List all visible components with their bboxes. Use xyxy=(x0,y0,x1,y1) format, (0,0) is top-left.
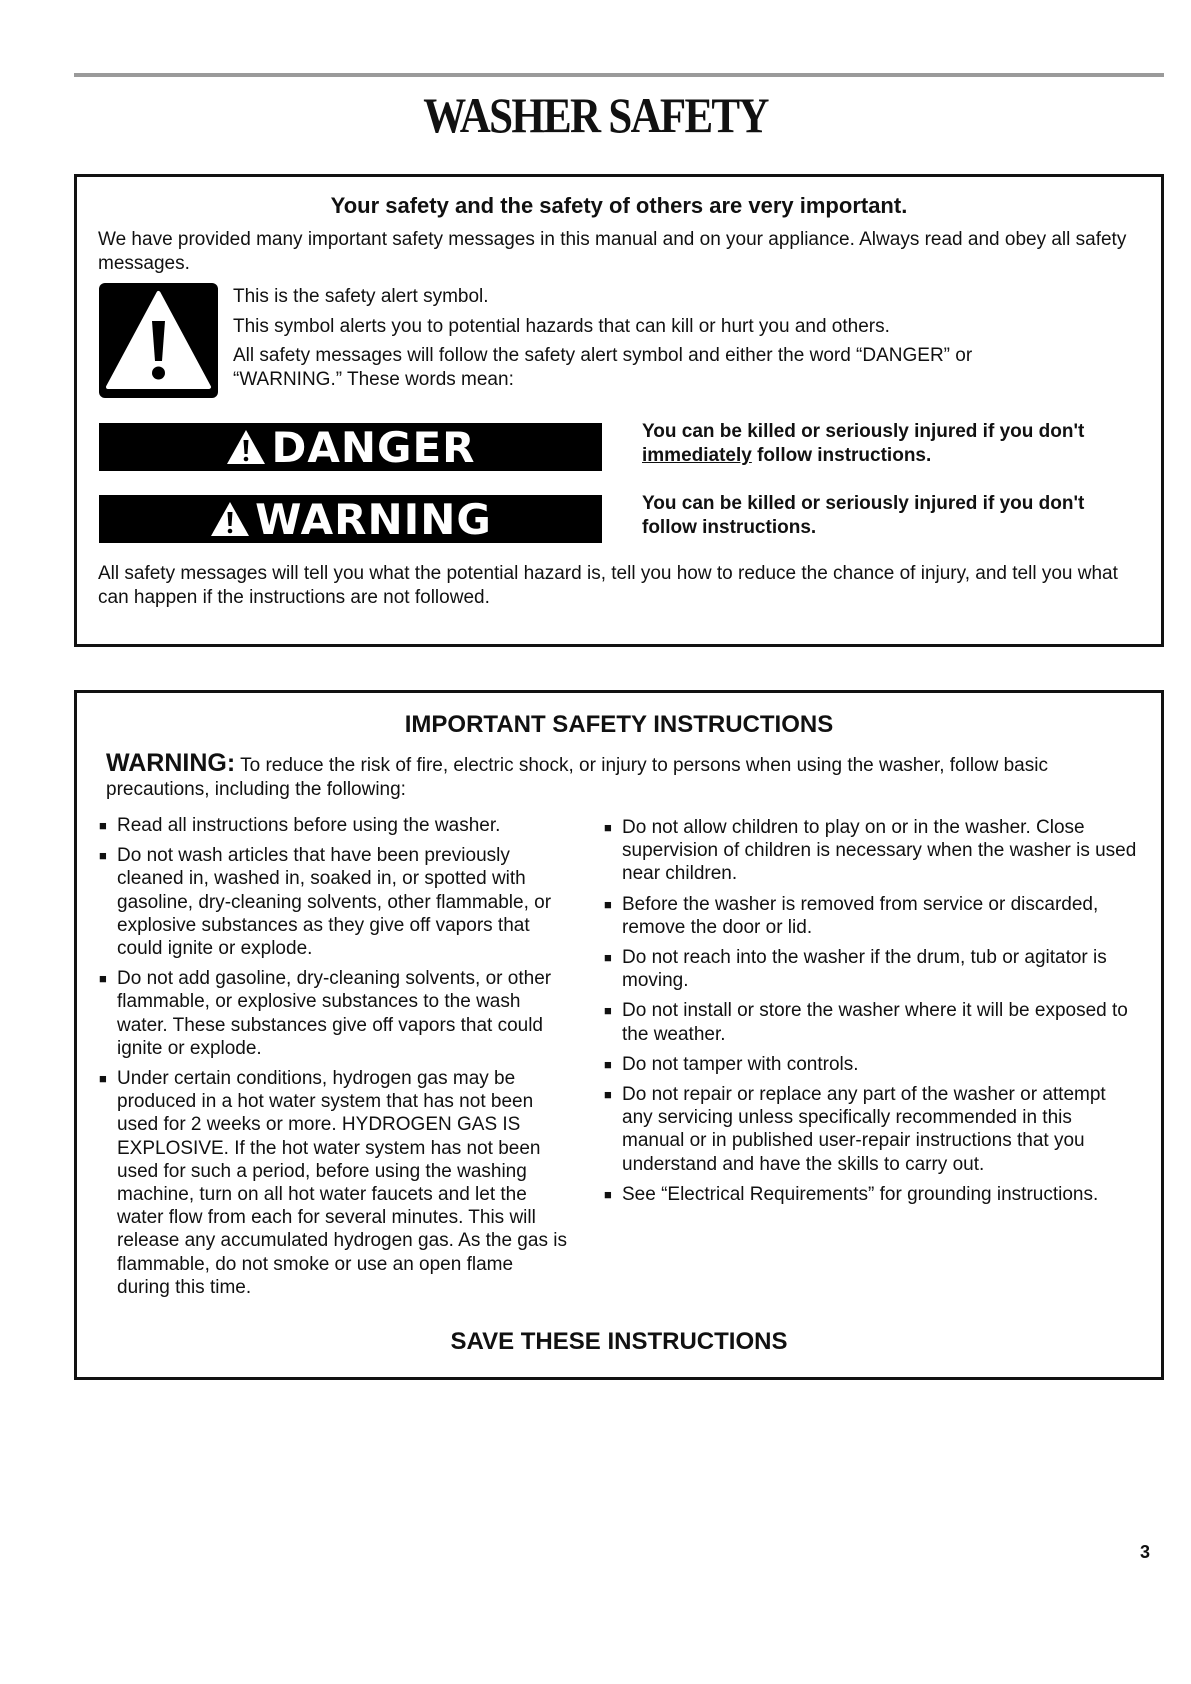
danger-text-before: You can be killed or seriously injured if you don't xyxy=(642,421,1085,442)
list-item: ■ Before the washer is removed from service or discarded, remove the door or lid. xyxy=(604,893,1139,939)
warning-description: You can be killed or seriously injured if you don't follow instructions. xyxy=(642,493,1085,538)
list-item: ■ Do not install or store the washer where it will be exposed to the weather. xyxy=(604,999,1139,1045)
list-item: ■ See “Electrical Requirements” for grounding instructions. xyxy=(604,1183,1139,1206)
danger-label: DANGER xyxy=(271,422,476,472)
left-instructions-list xyxy=(99,814,569,1299)
list-item: ■ Do not allow children to play on or in the washer. Close supervision of children is necessary when the washer is used near children. xyxy=(604,816,1139,886)
instructions-warning xyxy=(106,751,1146,802)
save-instructions: SAVE THESE INSTRUCTIONS xyxy=(450,1328,788,1355)
list-item: ■ Read all instructions before using the washer. xyxy=(99,814,569,837)
right-instructions-list xyxy=(604,816,1139,1206)
alert-line-3: All safety messages will follow the safety alert symbol and either the word “DANGER” or “WARNING.” These words mean: xyxy=(233,345,973,390)
top-rule xyxy=(74,73,1164,77)
danger-description xyxy=(642,420,1142,468)
warning-alert-icon xyxy=(209,500,251,538)
danger-text-after: follow instructions. xyxy=(751,445,932,466)
warning-text: To reduce the risk of fire, electric shock, or injury to persons when using the washer, follow basic precautions, including the following: xyxy=(106,755,1048,800)
list-item: ■ Do not add gasoline, dry-cleaning solvents, or other flammable, or explosive substances to the wash water. These substances give off vapors that could ignite or explode. xyxy=(99,967,569,1060)
list-item: ■ Do not repair or replace any part of the washer or attempt any servicing unless specifically recommended in this manual or in published user-repair instructions that you understand and have the skills to carry out. xyxy=(604,1083,1139,1176)
page-number: 3 xyxy=(1140,1542,1151,1562)
warning-label: WARNING xyxy=(255,494,492,544)
intro-footer: All safety messages will tell you what the potential hazard is, tell you how to reduce the chance of injury, and tell you what can happen if the instructions are not followed. xyxy=(98,563,1118,608)
alert-line-1: This is the safety alert symbol. xyxy=(233,286,489,307)
list-item: ■ Under certain conditions, hydrogen gas may be produced in a hot water system that has not been used for 2 weeks or more. HYDROGEN GAS IS EXPLOSIVE. If the hot water system has not been used for such a period, before using the washing machine, turn on all hot water faucets and let the water flow from each for several minutes. This will release any accumulated hydrogen gas. As the gas is flammable, do not smoke or use an open flame during this time. xyxy=(99,1067,569,1299)
list-item: ■ Do not reach into the washer if the drum, tub or agitator is moving. xyxy=(604,946,1139,992)
intro-paragraph: We have provided many important safety messages in this manual and on your appliance. Always read and obey all safety messages. xyxy=(98,229,1127,274)
warning-lead: WARNING: xyxy=(106,749,236,777)
danger-alert-icon xyxy=(225,428,267,466)
danger-text-underlined: immediately xyxy=(642,445,752,466)
instructions-heading: IMPORTANT SAFETY INSTRUCTIONS xyxy=(404,711,834,738)
list-item: ■ Do not tamper with controls. xyxy=(604,1053,1139,1076)
page-title: WASHER SAFETY xyxy=(423,87,768,143)
intro-heading: Your safety and the safety of others are very important. xyxy=(330,193,908,218)
list-item: ■ Do not wash articles that have been previously cleaned in, washed in, soaked in, or spotted with gasoline, dry-cleaning solvents, other flammable, or explosive substances as they give off vapors that could ignite or explode. xyxy=(99,844,569,960)
alert-line-2: This symbol alerts you to potential hazards that can kill or hurt you and others. xyxy=(233,316,890,337)
safety-alert-icon xyxy=(99,283,218,398)
danger-signal-bar xyxy=(99,423,602,471)
warning-signal-bar xyxy=(99,495,602,543)
safety-alert-symbol xyxy=(99,283,218,398)
